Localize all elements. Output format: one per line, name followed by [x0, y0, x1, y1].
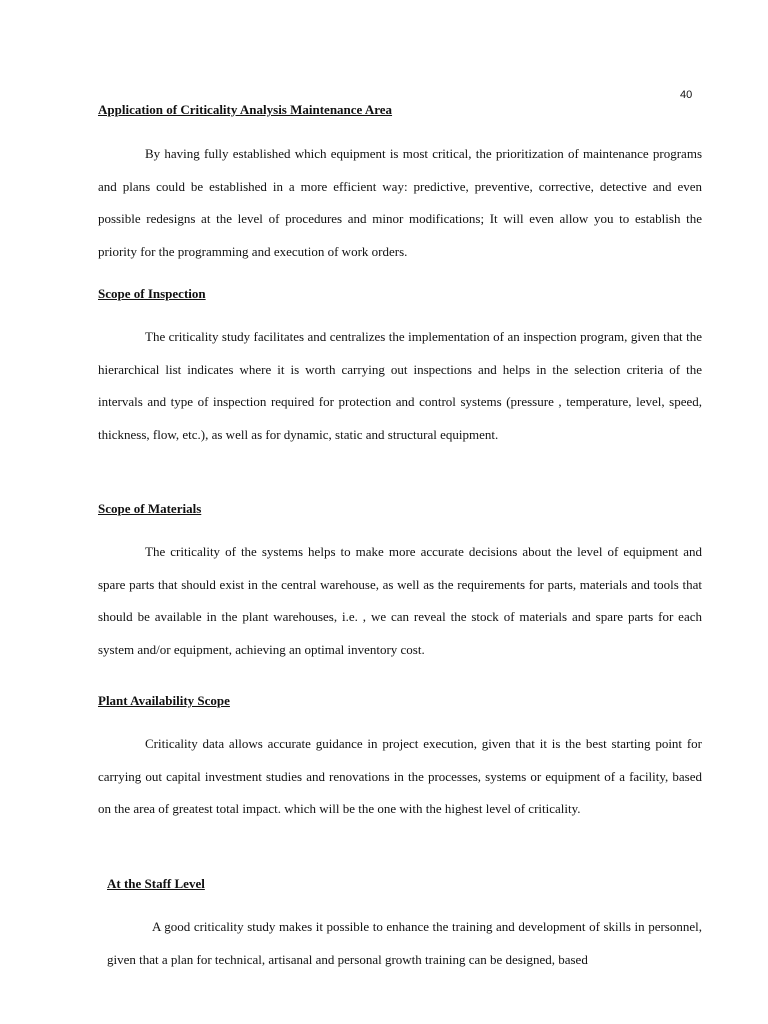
section-heading: Scope of Inspection: [98, 286, 206, 301]
section-paragraph: A good criticality study makes it possible to enhance the training and development of skills in personnel, given that a plan for technical, artisanal and personal growth training can be designed, based: [107, 919, 702, 967]
section-paragraph: By having fully established which equipment is most critical, the prioritization of maintenance programs and plans could be established in a more efficient way: predictive, preventive, corrective, detective and even possible redesigns at the level of procedures and minor modifications; It will even allow you to establish the priority for the programming and execution of work orders.: [98, 146, 702, 259]
section-heading: Scope of Materials: [98, 501, 202, 516]
section-heading: Application of Criticality Analysis Maintenance Area: [98, 102, 393, 117]
page-number: 40: [680, 89, 693, 101]
section-heading: Plant Availability Scope: [98, 693, 230, 708]
section-paragraph: The criticality study facilitates and centralizes the implementation of an inspection program, given that the hierarchical list indicates where it is worth carrying out inspections and helps in the selection criteria of the intervals and type of inspection required for protection and control systems (pressure , temperature, level, speed, thickness, flow, etc.), as well as for dynamic, static and structural equipment.: [98, 329, 702, 442]
section-paragraph: The criticality of the systems helps to make more accurate decisions about the level of equipment and spare parts that should exist in the central warehouse, as well as the requirements for parts, materials and tools that should be available in the plant warehouses, i.e. , we can reveal the stock of materials and spare parts for each system and/or equipment, achieving an optimal inventory cost.: [98, 544, 702, 657]
section-paragraph: Criticality data allows accurate guidance in project execution, given that it is the best starting point for carrying out capital investment studies and renovations in the processes, systems or equipment of a facility, based on the area of greatest total impact. which will be the one with the highest level of criticality.: [98, 736, 702, 816]
section-heading: At the Staff Level: [107, 876, 205, 891]
